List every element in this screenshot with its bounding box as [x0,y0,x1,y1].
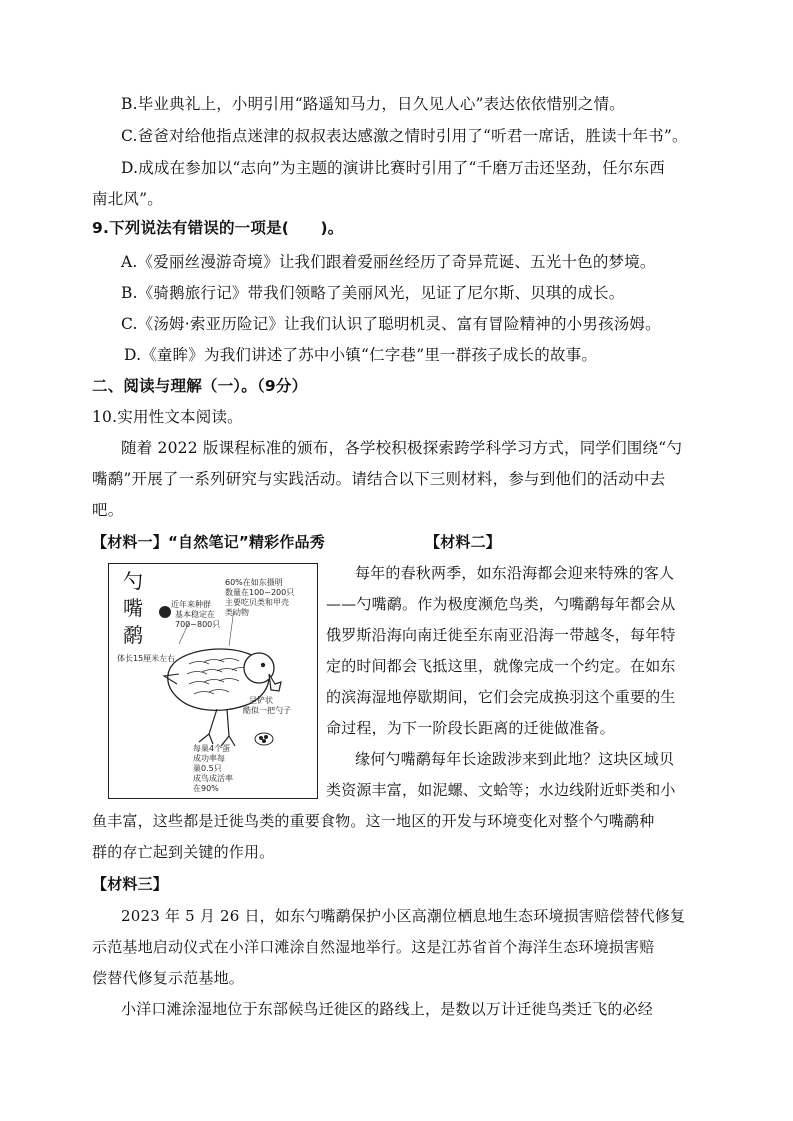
q9-option-c: C.《汤姆·索亚历险记》让我们认识了聪明机灵、富有冒险精神的小男孩汤姆。 [121,315,661,333]
q8-option-c: C.爸爸对给他指点迷津的叔叔表达感激之情时引用了“听君一席话，胜读十年书”。 [121,127,688,145]
note-food-1: 60%在如东摄明 [225,578,283,587]
note-beak-2: 酷似一把勺子 [243,706,291,715]
material3-heading: 【材料三】 [92,875,169,893]
material2-line-3: 俄罗斯沿海向南迁徙至东南亚沿海一带越冬，每年特 [326,626,676,644]
note-pop-2: 基本稳定在 [175,610,215,619]
material2-line-4: 定的时间都会飞抵这里，就像完成一个约定。在如东 [326,657,676,675]
nature-note-figure [108,563,318,799]
material2-line-9: 鱼丰富，这些都是迁徙鸟类的重要食物。这一地区的开发与环境变化对整个勺嘴鹬种 [92,812,655,830]
note-eggs-4: 成鸟成活率 [193,774,233,783]
q9-option-b: B.《骑鹅旅行记》带我们领略了美丽风光，见证了尼尔斯、贝琪的成长。 [121,284,625,302]
note-food-4: 类动物 [225,608,249,617]
intro-line-1: 随着 2022 版课程标准的颁布，各学校积极探索跨学科学习方式，同学们围绕“勺 [121,439,683,457]
material3-line-3: 偿替代修复示范基地。 [92,969,245,987]
note-body: 体长15厘米左右 [117,654,176,663]
material2-line-10: 群的存亡起到关键的作用。 [92,843,275,861]
material2-line-2: ——勺嘴鹬。作为极度濒危鸟类，勺嘴鹬每年都会从 [326,595,676,613]
note-pop-1: 近年来种群 [171,600,211,609]
q10-stem: 10.实用性文本阅读。 [92,408,243,426]
material2-line-7: 缘何勺嘴鹬每年长途跋涉来到此地？这块区域贝 [355,750,675,768]
section-heading: 二、阅读与理解（一）。（9分） [92,377,308,395]
material3-line-2: 示范基地启动仪式在小洋口滩涂自然湿地举行。这是江苏省首个海洋生态环境损害赔 [92,938,655,956]
material2-line-5: 的滨海湿地停歇期间，它们会完成换羽这个重要的生 [326,688,676,706]
material2-line-8: 类资源丰富，如泥螺、文蛤等；水边线附近虾类和小 [326,781,676,799]
note-beak-1: 呈铲状 [249,696,273,705]
q9-option-a: A.《爱丽丝漫游奇境》让我们跟着爱丽丝经历了奇异荒诞、五光十色的梦境。 [121,253,656,271]
note-eggs-5: 在90% [193,784,219,793]
note-pop-3: 700~800只 [175,620,221,629]
q8-option-d: D.成成在参加以“志向”为主题的演讲比赛时引用了“千磨万击还坚劲，任尔东西 [121,159,665,177]
note-eggs-3: 巢0.5只 [193,764,222,773]
q9-stem: 9.下列说法有错误的一项是( )。 [92,219,344,237]
note-eggs-1: 每巢4个蛋 [193,744,231,753]
material2-line-6: 命过程，为下一阶段长距离的迁徙做准备。 [326,719,615,737]
figure-title-char-3: 鹬 [123,623,143,647]
note-eggs-2: 成功率每 [193,754,225,763]
intro-line-3: 吧。 [92,501,124,519]
note-food-2: 数量在100~200只 [225,588,295,597]
note-food-3: 主要吃贝类和甲壳 [225,598,289,607]
material3-line-1: 2023 年 5 月 26 日，如东勺嘴鹬保护小区高潮位栖息地生态环境损害赔偿替代修复 [121,907,686,925]
material2-heading: 【材料二】 [425,533,502,551]
figure-title-char-1: 勺 [123,569,143,593]
q8-option-b: B.毕业典礼上，小明引用“路遥知马力，日久见人心”表达依依惜别之情。 [121,95,625,113]
figure-title-char-2: 嘴 [123,596,143,620]
q8-option-d-cont: 南北风”。 [92,190,163,208]
material2-line-1: 每年的春秋两季，如东沿海都会迎来特殊的客人 [355,564,675,582]
material1-heading: 【材料一】“自然笔记”精彩作品秀 [92,533,325,551]
material3-line-4: 小洋口滩涂湿地位于东部候鸟迁徙区的路线上，是数以万计迁徙鸟类迁飞的必经 [121,1000,654,1018]
q9-option-d: D.《童眸》为我们讲述了苏中小镇“仁字巷”里一群孩子成长的故事。 [124,346,598,364]
intro-line-2: 嘴鹬”开展了一系列研究与实践活动。请结合以下三则材料，参与到他们的活动中去 [92,470,666,488]
